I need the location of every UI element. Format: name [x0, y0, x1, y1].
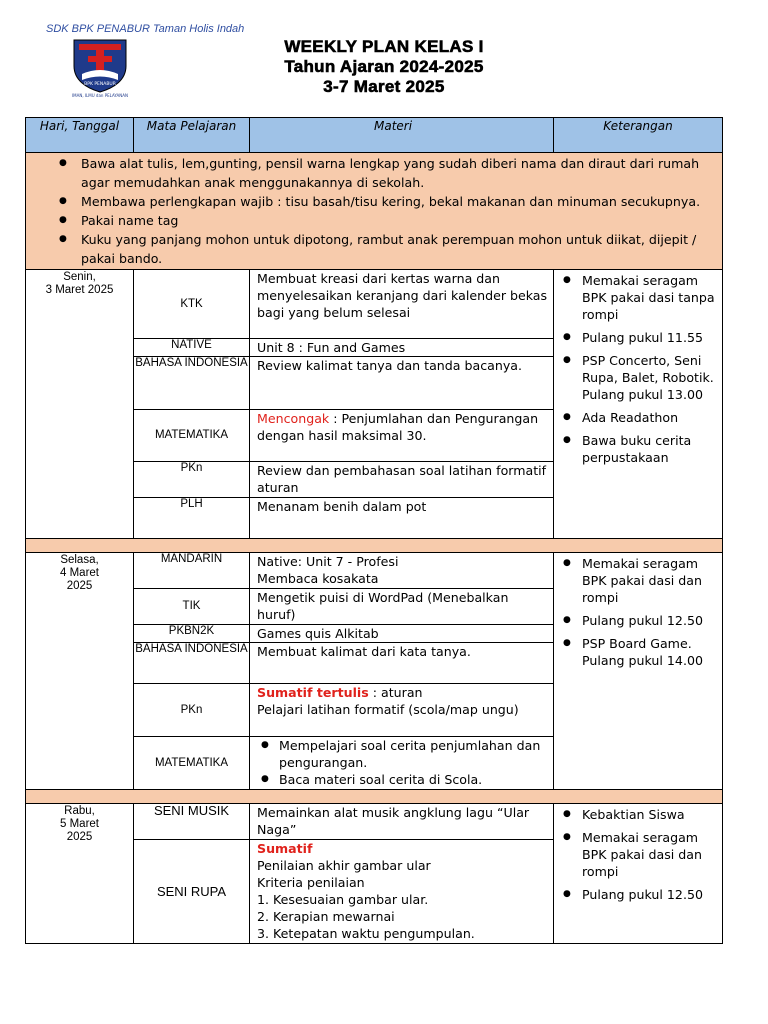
- materi-cell: Review dan pembahasan soal latihan formatif aturan: [250, 462, 554, 498]
- keterangan-item: ● Ada Readathon: [582, 409, 718, 426]
- table-row: [26, 270, 723, 339]
- materi-text: : Penjumlahan dan Pengurangan dengan hasil maksimal 30.: [257, 411, 539, 443]
- subject-cell: NATIVE: [134, 339, 250, 357]
- subject-cell: PKn: [134, 684, 250, 737]
- materi-cell: Games quis Alkitab: [250, 625, 554, 643]
- table-row: [26, 804, 723, 840]
- logo-text: BPK PENABUR: [84, 82, 116, 87]
- materi-line: Penilaian akhir gambar ular: [257, 858, 431, 873]
- keterangan-cell-tuesday: [554, 553, 723, 790]
- day-name: Rabu,: [64, 805, 95, 817]
- spacer-row: [26, 790, 723, 804]
- column-header-subject: Mata Pelajaran: [134, 118, 250, 153]
- keterangan-item: ● Memakai seragam BPK pakai dasi dan rompi: [582, 829, 718, 880]
- subject-cell: SENI RUPA: [134, 840, 250, 944]
- materi-bullet: ● Baca materi soal cerita di Scola.: [279, 771, 549, 788]
- subject-cell: BAHASA INDONESIA: [134, 357, 250, 410]
- column-header-keterangan: Keterangan: [554, 118, 723, 153]
- materi-line: Native: Unit 7 - Profesi: [257, 554, 399, 569]
- materi-line: Kriteria penilaian: [257, 875, 365, 890]
- spacer-row: [26, 539, 723, 553]
- table-row: [26, 553, 723, 589]
- keterangan-item: ● Memakai seragam BPK pakai dasi dan rompi: [582, 555, 718, 606]
- materi-cell: [250, 553, 554, 589]
- note-item: ● Kuku yang panjang mohon untuk dipotong, rambut anak perempuan mohon untuk diikat, dijepit / pakai bando.: [81, 230, 702, 268]
- column-header-day: Hari, Tanggal: [26, 118, 134, 153]
- materi-highlight: Mencongak: [257, 411, 330, 426]
- materi-highlight: Sumatif: [257, 841, 313, 856]
- page-title: [0, 37, 768, 97]
- materi-line: 3. Ketepatan waktu pengumpulan.: [257, 926, 475, 941]
- day-cell-wednesday: [26, 804, 134, 944]
- materi-cell: Memainkan alat musik angklung lagu “Ular Naga”: [250, 804, 554, 840]
- subject-cell: SENI MUSIK: [134, 804, 250, 840]
- subject-cell: KTK: [134, 270, 250, 339]
- materi-cell: Unit 8 : Fun and Games: [250, 339, 554, 357]
- subject-cell: BAHASA INDONESIA: [134, 643, 250, 684]
- day-year: 2025: [66, 831, 93, 843]
- column-header-materi: Materi: [250, 118, 554, 153]
- materi-cell: Mengetik puisi di WordPad (Menebalkan huruf): [250, 589, 554, 625]
- materi-text: : aturan: [368, 685, 423, 700]
- materi-line: 2. Kerapian mewarnai: [257, 909, 395, 924]
- subject-cell: MATEMATIKA: [134, 410, 250, 462]
- day-date: 5 Maret: [60, 818, 99, 830]
- day-cell-tuesday: [26, 553, 134, 790]
- materi-bullet: ● Mempelajari soal cerita penjumlahan dan pengurangan.: [279, 737, 549, 771]
- table-header-row: [26, 118, 723, 153]
- subject-cell: PKn: [134, 462, 250, 498]
- day-date: 3 Maret 2025: [45, 284, 114, 296]
- subject-cell: TIK: [134, 589, 250, 625]
- materi-line: 1. Kesesuaian gambar ular.: [257, 892, 429, 907]
- materi-cell: [250, 840, 554, 944]
- subject-cell: PKBN2K: [134, 625, 250, 643]
- day-name: Selasa,: [60, 554, 99, 566]
- materi-cell: Review kalimat tanya dan tanda bacanya.: [250, 357, 554, 410]
- materi-cell: Menanam benih dalam pot: [250, 498, 554, 539]
- notes-row: [26, 153, 723, 270]
- keterangan-item: ● Bawa buku cerita perpustakaan: [582, 432, 718, 466]
- keterangan-item: ● PSP Board Game. Pulang pukul 14.00: [582, 635, 718, 669]
- keterangan-item: ● Pulang pukul 12.50: [582, 612, 718, 629]
- keterangan-item: ● Pulang pukul 11.55: [582, 329, 718, 346]
- title-line-1: WEEKLY PLAN KELAS I: [284, 37, 484, 56]
- day-name: Senin,: [63, 271, 96, 283]
- keterangan-item: ● Kebaktian Siswa: [582, 806, 718, 823]
- logo-motto: IMAN, ILMU dan PELAYANAN: [71, 93, 129, 98]
- materi-cell: Membuat kalimat dari kata tanya.: [250, 643, 554, 684]
- materi-cell: Membuat kreasi dari kertas warna dan menyelesaikan keranjang dari kalender bekas bagi yang belum selesai: [250, 270, 554, 339]
- keterangan-cell-monday: [554, 270, 723, 539]
- keterangan-cell-wednesday: [554, 804, 723, 944]
- materi-cell: [250, 410, 554, 462]
- note-item: ● Bawa alat tulis, lem,gunting, pensil warna lengkap yang sudah diberi nama dan diraut dari rumah agar memudahkan anak menggunakannya di sekolah.: [81, 154, 702, 192]
- note-item: ● Pakai name tag: [81, 211, 702, 230]
- day-year: 2025: [66, 580, 93, 592]
- keterangan-item: ● Pulang pukul 12.50: [582, 886, 718, 903]
- materi-line: Membaca kosakata: [257, 571, 379, 586]
- materi-highlight: Sumatif tertulis: [257, 685, 369, 700]
- materi-line: Pelajari latihan formatif (scola/map ungu): [257, 702, 519, 717]
- subject-cell: MANDARIN: [134, 553, 250, 589]
- keterangan-item: ● Memakai seragam BPK pakai dasi tanpa rompi: [582, 272, 718, 323]
- school-name: SDK BPK PENABUR Taman Holis Indah: [46, 23, 245, 35]
- materi-cell: [250, 684, 554, 737]
- weekly-plan-table: [25, 117, 723, 944]
- day-cell-monday: [26, 270, 134, 539]
- title-line-2: Tahun Ajaran 2024-2025: [284, 57, 484, 76]
- keterangan-item: ● PSP Concerto, Seni Rupa, Balet, Robotik. Pulang pukul 13.00: [582, 352, 718, 403]
- materi-cell: [250, 737, 554, 790]
- notes-list: [26, 153, 722, 269]
- day-date: 4 Maret: [60, 567, 99, 579]
- subject-cell: MATEMATIKA: [134, 737, 250, 790]
- subject-cell: PLH: [134, 498, 250, 539]
- note-item: ● Membawa perlengkapan wajib : tisu basah/tisu kering, bekal makanan dan minuman secukupnya.: [81, 192, 702, 211]
- title-line-3: 3-7 Maret 2025: [323, 77, 445, 96]
